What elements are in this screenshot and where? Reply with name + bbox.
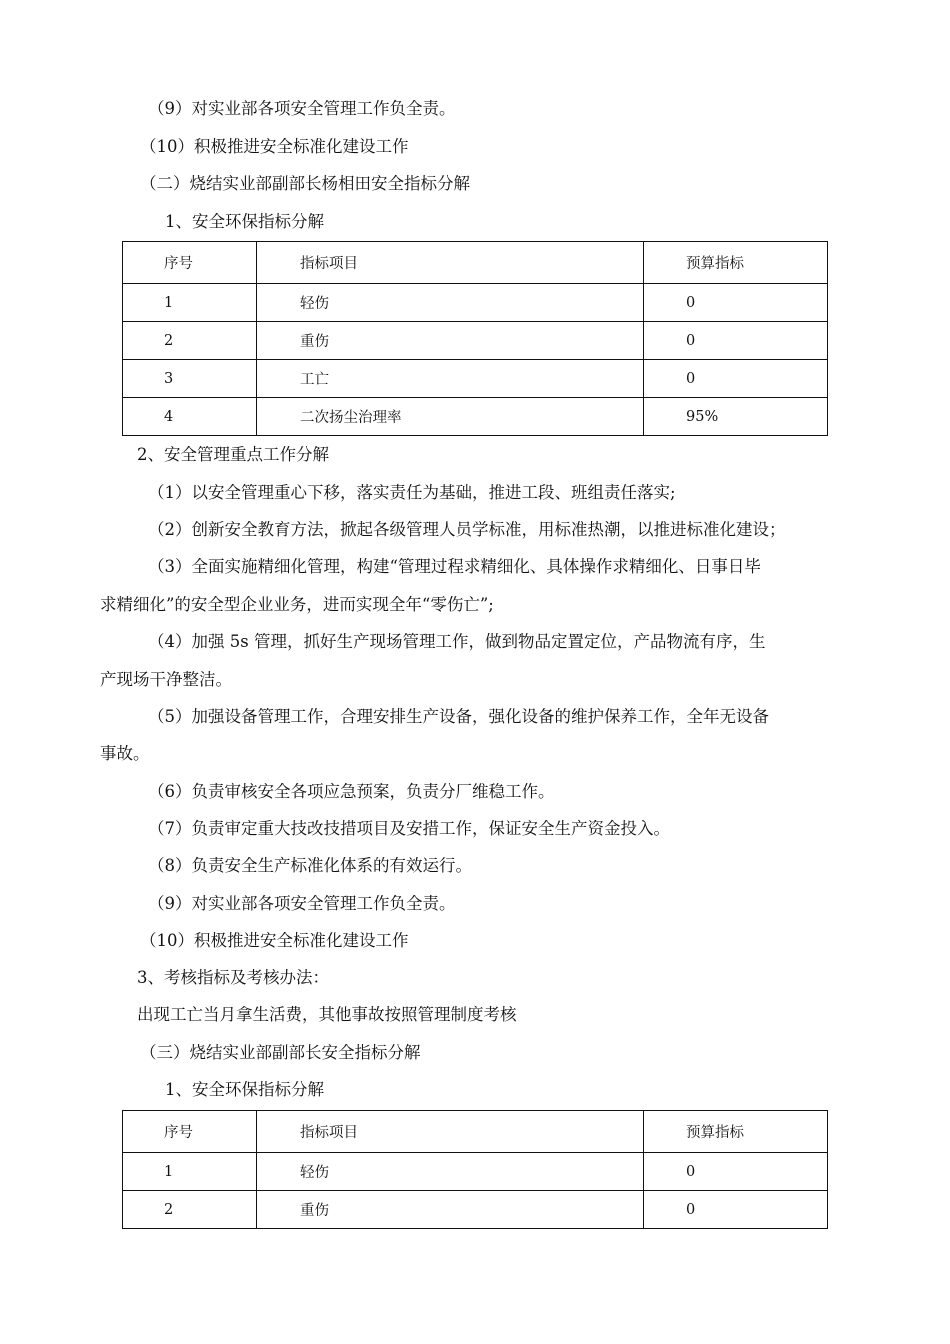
table-cell: 轻伤 (257, 284, 644, 322)
table-row (123, 322, 828, 360)
table-cell: 4 (123, 398, 257, 436)
table-cell: 0 (644, 322, 828, 360)
table-cell: 3 (123, 360, 257, 398)
table-cell: 0 (644, 1191, 828, 1229)
paragraph-line: （10）积极推进安全标准化建设工作 (140, 931, 409, 950)
table-cell: 重伤 (257, 1191, 644, 1229)
table-row (123, 284, 828, 322)
table-row (123, 1191, 828, 1229)
subsection-heading: 1、安全环保指标分解 (165, 1080, 324, 1099)
table-cell: 2 (123, 322, 257, 360)
table-header-row (123, 242, 828, 284)
paragraph-line: 产现场干净整洁。 (100, 670, 232, 689)
table-cell: 工亡 (257, 360, 644, 398)
table-cell: 0 (644, 360, 828, 398)
header-cell: 序号 (123, 1111, 257, 1153)
header-cell: 预算指标 (644, 1111, 828, 1153)
paragraph-line: 事故。 (100, 744, 150, 763)
paragraph-line: 求精细化”的安全型企业业务，进而实现全年“零伤亡”; (100, 595, 494, 614)
table-cell: 1 (123, 284, 257, 322)
table-row (123, 398, 828, 436)
table-header-row (123, 1111, 828, 1153)
paragraph-line: （9）对实业部各项安全管理工作负全责。 (148, 894, 456, 913)
paragraph-line: （4）加强 5s 管理，抓好生产现场管理工作，做到物品定置定位，产品物流有序，生 (148, 632, 766, 651)
section-heading: （三）烧结实业部副部长安全指标分解 (140, 1043, 421, 1062)
paragraph-line: （6）负责审核安全各项应急预案，负责分厂维稳工作。 (148, 782, 555, 801)
table-cell: 二次扬尘治理率 (257, 398, 644, 436)
table-cell: 0 (644, 284, 828, 322)
table-cell: 0 (644, 1153, 828, 1191)
paragraph-line: （3）全面实施精细化管理，构建“管理过程求精细化、具体操作求精细化、日事日毕 (148, 557, 761, 576)
table-row (123, 360, 828, 398)
table-cell: 95% (644, 398, 828, 436)
paragraph-line: （9）对实业部各项安全管理工作负全责。 (148, 99, 456, 118)
table-cell: 2 (123, 1191, 257, 1229)
paragraph-line: （8）负责安全生产标准化体系的有效运行。 (148, 856, 472, 875)
paragraph-line: （5）加强设备管理工作，合理安排生产设备，强化设备的维护保养工作，全年无设备 (148, 707, 769, 726)
header-cell: 指标项目 (257, 1111, 644, 1153)
header-cell: 序号 (123, 242, 257, 284)
table-cell: 1 (123, 1153, 257, 1191)
table-cell: 重伤 (257, 322, 644, 360)
table-row (123, 1153, 828, 1191)
paragraph-line: （2）创新安全教育方法，掀起各级管理人员学标准，用标准热潮，以推进标准化建设； (148, 520, 786, 539)
safety-indicator-table-2 (122, 1110, 828, 1229)
safety-indicator-table-1 (122, 241, 828, 436)
table-cell: 轻伤 (257, 1153, 644, 1191)
subsection-heading: 1、安全环保指标分解 (165, 212, 324, 231)
paragraph-line: （10）积极推进安全标准化建设工作 (140, 137, 409, 156)
header-cell: 指标项目 (257, 242, 644, 284)
subsection-heading: 3、考核指标及考核办法： (137, 968, 329, 987)
subsection-heading: 2、安全管理重点工作分解 (137, 445, 329, 464)
header-cell: 预算指标 (644, 242, 828, 284)
paragraph-line: 出现工亡当月拿生活费，其他事故按照管理制度考核 (137, 1005, 517, 1024)
paragraph-line: （7）负责审定重大技改技措项目及安措工作，保证安全生产资金投入。 (148, 819, 670, 838)
paragraph-line: （1）以安全管理重心下移，落实责任为基础，推进工段、班组责任落实; (148, 483, 676, 502)
section-heading: （二）烧结实业部副部长杨相田安全指标分解 (140, 174, 470, 193)
